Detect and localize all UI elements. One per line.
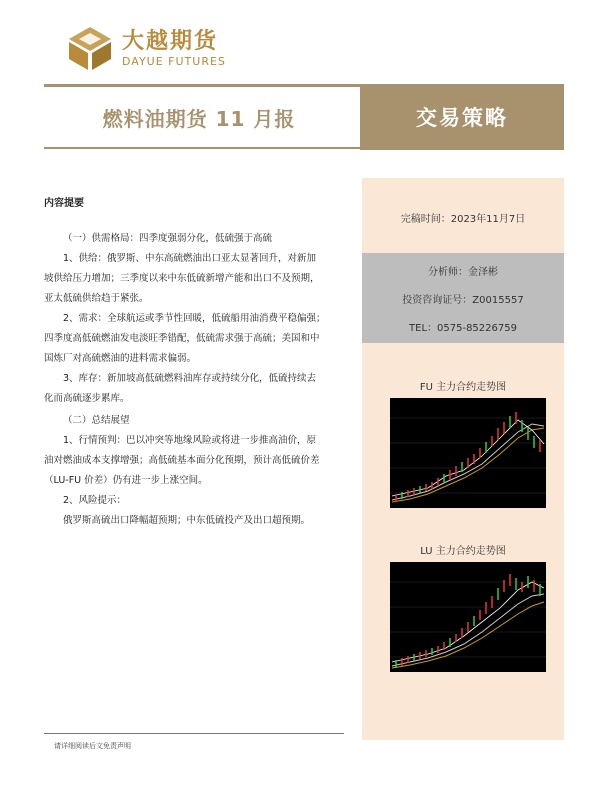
logo-chinese-name: 大越期货: [122, 28, 219, 54]
company-logo: [66, 24, 226, 72]
strategy-banner: [360, 84, 564, 150]
dayue-logo-icon: [66, 24, 114, 72]
logo-english-name: DAYUE FUTURES: [122, 54, 226, 68]
paragraph-line: 亚太低硫供给趋于紧张。: [44, 293, 149, 304]
fu-chart-title: FU 主力合约走势图: [419, 382, 507, 393]
analyst-cert: 投资咨询证号：Z0015557: [402, 295, 524, 306]
paragraph-line: 3、库存：新加坡高低硫燃料油库存或持续分化，低硫持续去: [63, 373, 317, 384]
lu-candlestick-chart-image: [390, 562, 546, 672]
paragraph-line: 2、需求：全球航运或季节性回暖，低硫船用油消费平稳偏强；: [63, 313, 326, 324]
lu-chart-title: LU 主力合约走势图: [420, 546, 506, 557]
header-top-rule: [44, 84, 360, 87]
report-title: 燃料油期货 11 月报: [102, 107, 296, 131]
paragraph-line: 四季度高低硫燃油发电淡旺季错配，低硫需求强于高硫；美国和中: [44, 333, 320, 344]
analyst-name: 分析师：金泽彬: [428, 267, 498, 278]
risk-title: 2、风险提示：: [63, 495, 127, 506]
paragraph-line: 1、行情预判：巴以冲突等地缘风险或将进一步推高油价，原: [63, 435, 317, 446]
strategy-label: 交易策略: [416, 106, 508, 130]
risk-text: 俄罗斯高硫出口降幅超预期；中东低硫投产及出口超预期。: [63, 515, 311, 526]
paragraph-line: 油对燃油成本支撑增强；高低硫基本面分化预期，预计高低硫价差: [44, 455, 320, 466]
analyst-tel: TEL：0575-85226759: [409, 323, 517, 334]
side-panel: [362, 178, 564, 740]
fu-candlestick-chart-image: [390, 398, 546, 508]
section-title: 内容提要: [44, 198, 84, 209]
heading-supply-demand: （一）供需格局：四季度强弱分化，低硫强于高硫: [63, 233, 273, 244]
paragraph-line: 国炼厂对高硫燃油的进料需求偏弱。: [44, 353, 197, 364]
footer-rule: [44, 733, 344, 734]
paragraph-line: 1、供给：俄罗斯、中东高硫燃油出口亚太显著回升，对新加: [63, 253, 317, 264]
heading-outlook: （二）总结展望: [63, 415, 130, 426]
paragraph-line: （LU-FU 价差）仍有进一步上涨空间。: [44, 475, 208, 486]
summary-content: [44, 194, 350, 531]
disclaimer-note: 请详细阅读后文免责声明: [54, 742, 131, 750]
header-bottom-rule: [44, 147, 360, 149]
publish-date: 完稿时间：2023年11月7日: [400, 214, 526, 225]
paragraph-line: 化而高硫逐步累库。: [44, 393, 130, 404]
paragraph-line: 坡供给压力增加；三季度以来中东低硫新增产能和出口不及预期，: [44, 273, 320, 284]
analyst-info: [362, 253, 564, 343]
